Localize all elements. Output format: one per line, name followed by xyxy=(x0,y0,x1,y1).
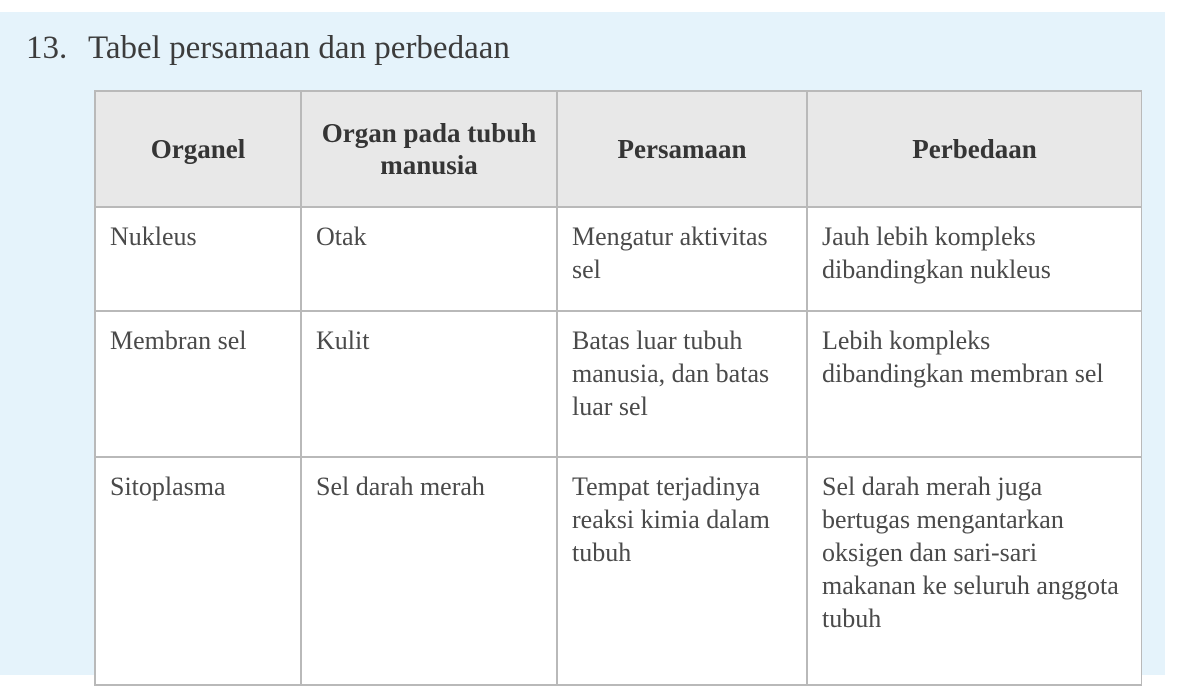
table-row xyxy=(95,311,1142,457)
table-cell: Membran sel xyxy=(95,311,301,457)
table-cell: Tempat terjadinya reaksi kimia dalam tubuh xyxy=(557,457,807,685)
table-cell: Jauh lebih kompleks dibandingkan nukleus xyxy=(807,207,1142,311)
question-title: Tabel persamaan dan perbedaan xyxy=(88,30,510,66)
header-perbedaan: Perbedaan xyxy=(807,91,1142,207)
table-cell: Lebih kompleks dibandingkan membran sel xyxy=(807,311,1142,457)
header-organel: Organel xyxy=(95,91,301,207)
question-number: 13. xyxy=(26,30,68,66)
question-heading xyxy=(26,26,510,70)
comparison-table xyxy=(94,90,1142,686)
table-row xyxy=(95,207,1142,311)
table-cell: Batas luar tubuh manusia, dan batas luar sel xyxy=(557,311,807,457)
table-header-row xyxy=(95,91,1142,207)
table-cell: Nukleus xyxy=(95,207,301,311)
table-container xyxy=(94,90,1142,687)
header-organ: Organ pada tubuh manusia xyxy=(301,91,557,207)
table-cell: Otak xyxy=(301,207,557,311)
table-cell: Sitoplasma xyxy=(95,457,301,685)
table-row xyxy=(95,457,1142,685)
table-cell: Kulit xyxy=(301,311,557,457)
table-cell: Sel darah merah xyxy=(301,457,557,685)
header-persamaan: Persamaan xyxy=(557,91,807,207)
content-panel xyxy=(0,12,1165,675)
table-cell: Sel darah merah juga bertugas mengantarkan oksigen dan sari-sari makanan ke seluruh anggota tubuh xyxy=(807,457,1142,685)
table-cell: Mengatur aktivitas sel xyxy=(557,207,807,311)
